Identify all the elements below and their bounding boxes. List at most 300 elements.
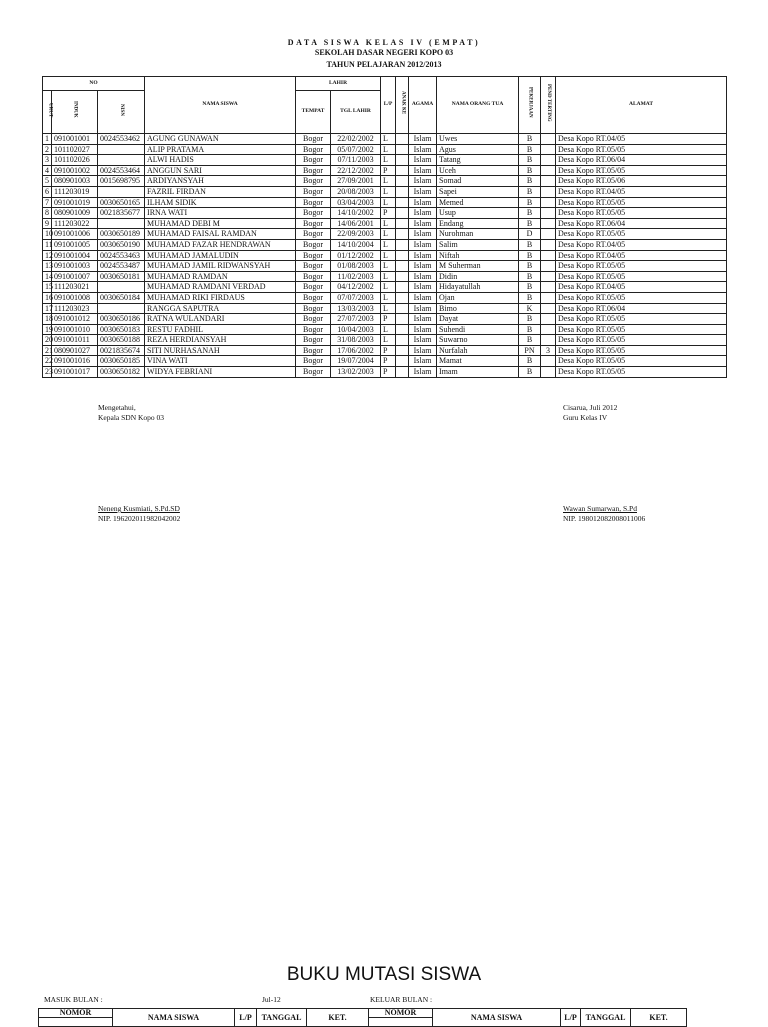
- keluar-col-ket: KET.: [631, 1009, 687, 1027]
- cell-ortu: Memed: [437, 197, 519, 208]
- cell-anak-ke: [396, 165, 409, 176]
- cell-ortu: Uwes: [437, 134, 519, 145]
- cell-anak-ke: [396, 261, 409, 272]
- cell-ortu: Endang: [437, 218, 519, 229]
- cell-nisn: [98, 186, 145, 197]
- cell-agama: Islam: [409, 345, 437, 356]
- cell-lp: L: [381, 303, 396, 314]
- cell-anak-ke: [396, 356, 409, 367]
- cell-alamat: Desa Kopo RT.05/05: [556, 324, 727, 335]
- cell-tgl: 01/08/2003: [331, 261, 381, 272]
- masuk-col-lp: L/P: [235, 1009, 257, 1027]
- cell-no: 21: [43, 345, 52, 356]
- header-lahir: LAHIR: [296, 77, 381, 91]
- table-row: [43, 303, 727, 314]
- cell-tempat: Bogor: [296, 218, 331, 229]
- table-row: [43, 314, 727, 325]
- cell-pekerjaan: PN: [519, 345, 541, 356]
- cell-tempat: Bogor: [296, 335, 331, 346]
- cell-tgl: 14/10/2002: [331, 208, 381, 219]
- cell-tgl: 01/12/2002: [331, 250, 381, 261]
- cell-ortu: Dayat: [437, 314, 519, 325]
- cell-induk: 091001019: [52, 197, 98, 208]
- cell-induk: 091001017: [52, 367, 98, 378]
- cell-ortu: Usup: [437, 208, 519, 219]
- cell-tempat: Bogor: [296, 186, 331, 197]
- cell-tgl: 05/07/2002: [331, 144, 381, 155]
- cell-induk: 080901003: [52, 176, 98, 187]
- cell-tempat: Bogor: [296, 197, 331, 208]
- cell-nisn: 0030650188: [98, 335, 145, 346]
- cell-nisn: 0024553487: [98, 261, 145, 272]
- cell-pekerjaan: B: [519, 144, 541, 155]
- cell-nama: MUHAMAD DEBI M: [145, 218, 296, 229]
- cell-anak-ke: [396, 271, 409, 282]
- cell-no: 8: [43, 208, 52, 219]
- cell-tempat: Bogor: [296, 165, 331, 176]
- doc-title: DATA SISWA KELAS IV (EMPAT): [287, 38, 481, 47]
- principal-name: Neneng Kusmiati, S.Pd.SD: [98, 504, 180, 513]
- cell-tgl: 31/08/2003: [331, 335, 381, 346]
- cell-tgl: 22/12/2002: [331, 165, 381, 176]
- cell-ortu: Uceh: [437, 165, 519, 176]
- cell-anak-ke: [396, 303, 409, 314]
- header-urut: URUT: [43, 91, 52, 134]
- teacher-name: Wawan Sumarwan, S.Pd: [563, 504, 637, 513]
- cell-no: 10: [43, 229, 52, 240]
- cell-no: 14: [43, 271, 52, 282]
- cell-anak-ke: [396, 367, 409, 378]
- cell-anak-ke: [396, 335, 409, 346]
- student-table: [42, 76, 727, 378]
- cell-tempat: Bogor: [296, 144, 331, 155]
- cell-pekerjaan: B: [519, 271, 541, 282]
- cell-ortu: Didin: [437, 271, 519, 282]
- cell-nisn: 0015698795: [98, 176, 145, 187]
- cell-nama: ANGGUN SARI: [145, 165, 296, 176]
- cell-induk: 111203023: [52, 303, 98, 314]
- cell-alamat: Desa Kopo RT.06/04: [556, 218, 727, 229]
- cell-induk: 091001008: [52, 292, 98, 303]
- cell-tempat: Bogor: [296, 134, 331, 145]
- cell-pend: [541, 261, 556, 272]
- cell-pend: [541, 229, 556, 240]
- cell-agama: Islam: [409, 324, 437, 335]
- right-signature-block: [563, 403, 617, 423]
- cell-induk: 091001010: [52, 324, 98, 335]
- cell-nisn: [98, 144, 145, 155]
- cell-tgl: 27/07/2003: [331, 314, 381, 325]
- cell-lp: L: [381, 155, 396, 166]
- cell-nama: RESTU FADHIL: [145, 324, 296, 335]
- cell-tgl: 07/07/2003: [331, 292, 381, 303]
- cell-nisn: 0030650186: [98, 314, 145, 325]
- keluar-label: KELUAR BULAN :: [370, 995, 433, 1004]
- cell-agama: Islam: [409, 261, 437, 272]
- cell-agama: Islam: [409, 155, 437, 166]
- cell-pend: [541, 144, 556, 155]
- principal-nip: NIP. 196202011982042002: [98, 514, 181, 523]
- header-nisn: NISN: [98, 91, 145, 134]
- cell-nama: IRNA WATI: [145, 208, 296, 219]
- keluar-col-nama: NAMA SISWA: [433, 1009, 561, 1027]
- cell-alamat: Desa Kopo RT.05/05: [556, 314, 727, 325]
- teacher-nip: NIP. 198012082008011006: [563, 514, 646, 523]
- cell-lp: L: [381, 218, 396, 229]
- cell-nama: ALIP PRATAMA: [145, 144, 296, 155]
- cell-ortu: Ojan: [437, 292, 519, 303]
- cell-lp: L: [381, 261, 396, 272]
- cell-induk: 091001016: [52, 356, 98, 367]
- cell-anak-ke: [396, 229, 409, 240]
- cell-tgl: 14/10/2004: [331, 239, 381, 250]
- cell-pend: [541, 239, 556, 250]
- cell-agama: Islam: [409, 239, 437, 250]
- cell-pend: [541, 165, 556, 176]
- cell-ortu: Suwarno: [437, 335, 519, 346]
- cell-pend: [541, 176, 556, 187]
- cell-nisn: 0024553464: [98, 165, 145, 176]
- table-row: [43, 197, 727, 208]
- cell-pend: [541, 356, 556, 367]
- header-pekerjaan: PEKERJAAN: [519, 77, 541, 134]
- mutasi-title: BUKU MUTASI SISWA: [286, 964, 482, 985]
- cell-pekerjaan: K: [519, 303, 541, 314]
- cell-pend: 3: [541, 345, 556, 356]
- table-row: [43, 155, 727, 166]
- cell-lp: L: [381, 239, 396, 250]
- cell-pekerjaan: B: [519, 208, 541, 219]
- cell-pend: [541, 292, 556, 303]
- cell-alamat: Desa Kopo RT.04/05: [556, 186, 727, 197]
- table-row: [43, 165, 727, 176]
- masuk-col-nama: NAMA SISWA: [113, 1009, 235, 1027]
- cell-ortu: Bimo: [437, 303, 519, 314]
- cell-agama: Islam: [409, 250, 437, 261]
- cell-anak-ke: [396, 134, 409, 145]
- cell-no: 15: [43, 282, 52, 293]
- table-row: [43, 176, 727, 187]
- table-row: [43, 208, 727, 219]
- header-pend: PEND TERTING: [541, 77, 556, 134]
- cell-induk: 111203022: [52, 218, 98, 229]
- cell-nisn: 0021835677: [98, 208, 145, 219]
- cell-anak-ke: [396, 345, 409, 356]
- cell-pend: [541, 314, 556, 325]
- cell-ortu: Nurfalah: [437, 345, 519, 356]
- cell-pend: [541, 250, 556, 261]
- cell-pekerjaan: B: [519, 282, 541, 293]
- cell-induk: 101102026: [52, 155, 98, 166]
- cell-pend: [541, 134, 556, 145]
- cell-lp: L: [381, 335, 396, 346]
- cell-lp: L: [381, 229, 396, 240]
- masuk-month: Jul-12: [262, 995, 281, 1004]
- cell-tgl: 13/02/2003: [331, 367, 381, 378]
- cell-tgl: 07/11/2003: [331, 155, 381, 166]
- table-row: [43, 335, 727, 346]
- cell-anak-ke: [396, 197, 409, 208]
- cell-pekerjaan: B: [519, 261, 541, 272]
- cell-nisn: [98, 303, 145, 314]
- cell-ortu: Imam: [437, 367, 519, 378]
- cell-alamat: Desa Kopo RT.06/04: [556, 155, 727, 166]
- cell-induk: 080901009: [52, 208, 98, 219]
- cell-nisn: 0030650182: [98, 367, 145, 378]
- cell-no: 20: [43, 335, 52, 346]
- cell-nisn: [98, 155, 145, 166]
- header-tempat: TEMPAT: [296, 91, 331, 134]
- cell-tempat: Bogor: [296, 345, 331, 356]
- cell-no: 1: [43, 134, 52, 145]
- cell-ortu: Hidayatullah: [437, 282, 519, 293]
- cell-tempat: Bogor: [296, 261, 331, 272]
- cell-tempat: Bogor: [296, 292, 331, 303]
- cell-pekerjaan: B: [519, 314, 541, 325]
- cell-agama: Islam: [409, 134, 437, 145]
- cell-agama: Islam: [409, 208, 437, 219]
- cell-pekerjaan: B: [519, 134, 541, 145]
- header-nama: NAMA SISWA: [145, 77, 296, 134]
- cell-pekerjaan: B: [519, 356, 541, 367]
- cell-nama: SITI NURHASANAH: [145, 345, 296, 356]
- cell-pend: [541, 197, 556, 208]
- cell-induk: 111203019: [52, 186, 98, 197]
- cell-nisn: 0030650184: [98, 292, 145, 303]
- cell-tempat: Bogor: [296, 314, 331, 325]
- cell-nama: ARDIYANSYAH: [145, 176, 296, 187]
- cell-nisn: [98, 218, 145, 229]
- cell-tgl: 14/06/2001: [331, 218, 381, 229]
- table-row: [43, 292, 727, 303]
- cell-ortu: Tatang: [437, 155, 519, 166]
- cell-lp: P: [381, 367, 396, 378]
- cell-pend: [541, 218, 556, 229]
- cell-pekerjaan: B: [519, 324, 541, 335]
- cell-nama: ILHAM SIDIK: [145, 197, 296, 208]
- cell-induk: 091001005: [52, 239, 98, 250]
- cell-induk: 091001007: [52, 271, 98, 282]
- cell-tgl: 04/12/2002: [331, 282, 381, 293]
- cell-agama: Islam: [409, 186, 437, 197]
- cell-pend: [541, 186, 556, 197]
- left-signature-block: [98, 403, 164, 423]
- cell-tgl: 27/09/2001: [331, 176, 381, 187]
- cell-pekerjaan: B: [519, 155, 541, 166]
- cell-nama: MUHAMAD RAMDANI VERDAD: [145, 282, 296, 293]
- cell-nisn: 0030650181: [98, 271, 145, 282]
- principal-signature: [98, 504, 180, 524]
- cell-nama: RATNA WULANDARI: [145, 314, 296, 325]
- cell-tgl: 11/02/2003: [331, 271, 381, 282]
- cell-no: 16: [43, 292, 52, 303]
- cell-agama: Islam: [409, 144, 437, 155]
- cell-agama: Islam: [409, 314, 437, 325]
- cell-nama: ALWI HADIS: [145, 155, 296, 166]
- cell-anak-ke: [396, 314, 409, 325]
- cell-no: 11: [43, 239, 52, 250]
- cell-tempat: Bogor: [296, 239, 331, 250]
- cell-nama: VINA WATI: [145, 356, 296, 367]
- cell-agama: Islam: [409, 356, 437, 367]
- cell-ortu: Mamat: [437, 356, 519, 367]
- cell-tgl: 22/09/2003: [331, 229, 381, 240]
- table-row: [43, 250, 727, 261]
- left-signature-line1: Mengetahui,: [98, 403, 136, 412]
- cell-lp: P: [381, 314, 396, 325]
- cell-tgl: 13/03/2003: [331, 303, 381, 314]
- cell-pend: [541, 335, 556, 346]
- cell-lp: L: [381, 186, 396, 197]
- student-rows: [43, 134, 727, 378]
- cell-anak-ke: [396, 324, 409, 335]
- cell-pend: [541, 208, 556, 219]
- table-row: [43, 134, 727, 145]
- cell-ortu: M Suherman: [437, 261, 519, 272]
- school-year: TAHUN PELAJARAN 2012/2013: [326, 60, 442, 69]
- cell-nisn: 0030650190: [98, 239, 145, 250]
- cell-tgl: 17/06/2002: [331, 345, 381, 356]
- cell-anak-ke: [396, 186, 409, 197]
- cell-nama: MUHAMAD RIKI FIRDAUS: [145, 292, 296, 303]
- school-name: SEKOLAH DASAR NEGERI KOPO 03: [314, 48, 454, 57]
- cell-alamat: Desa Kopo RT.05/05: [556, 271, 727, 282]
- cell-no: 18: [43, 314, 52, 325]
- cell-lp: L: [381, 176, 396, 187]
- cell-no: 5: [43, 176, 52, 187]
- cell-ortu: Niftah: [437, 250, 519, 261]
- cell-induk: 091001006: [52, 229, 98, 240]
- cell-induk: 080901027: [52, 345, 98, 356]
- cell-no: 3: [43, 155, 52, 166]
- cell-pend: [541, 324, 556, 335]
- cell-nama: REZA HERDIANSYAH: [145, 335, 296, 346]
- cell-anak-ke: [396, 250, 409, 261]
- cell-alamat: Desa Kopo RT.05/06: [556, 176, 727, 187]
- cell-nama: MUHAMAD FAZAR HENDRAWAN: [145, 239, 296, 250]
- table-row: [43, 239, 727, 250]
- cell-no: 4: [43, 165, 52, 176]
- cell-alamat: Desa Kopo RT.05/05: [556, 261, 727, 272]
- cell-ortu: Agus: [437, 144, 519, 155]
- cell-nisn: 0030650189: [98, 229, 145, 240]
- cell-ortu: Suhendi: [437, 324, 519, 335]
- cell-pekerjaan: B: [519, 239, 541, 250]
- cell-induk: 091001001: [52, 134, 98, 145]
- cell-lp: L: [381, 324, 396, 335]
- cell-pekerjaan: B: [519, 197, 541, 208]
- cell-agama: Islam: [409, 292, 437, 303]
- cell-agama: Islam: [409, 367, 437, 378]
- cell-agama: Islam: [409, 218, 437, 229]
- cell-agama: Islam: [409, 176, 437, 187]
- header-alamat: ALAMAT: [556, 77, 727, 134]
- cell-tempat: Bogor: [296, 356, 331, 367]
- cell-alamat: Desa Kopo RT.05/05: [556, 208, 727, 219]
- cell-pekerjaan: D: [519, 229, 541, 240]
- header-anak-ke: ANAK KE: [396, 77, 409, 134]
- teacher-signature: [563, 504, 645, 524]
- header-lp: L/P: [381, 77, 396, 134]
- cell-tgl: 03/04/2003: [331, 197, 381, 208]
- mutasi-masuk-table: [38, 1008, 369, 1027]
- cell-pekerjaan: B: [519, 186, 541, 197]
- cell-nama: AGUNG GUNAWAN: [145, 134, 296, 145]
- cell-nama: MUHAMAD JAMALUDIN: [145, 250, 296, 261]
- table-row: [43, 218, 727, 229]
- cell-pekerjaan: B: [519, 250, 541, 261]
- cell-tgl: 20/08/2003: [331, 186, 381, 197]
- cell-ortu: Sapei: [437, 186, 519, 197]
- keluar-col-tanggal: TANGGAL: [581, 1009, 631, 1027]
- cell-nisn: 0024553462: [98, 134, 145, 145]
- cell-induk: 091001003: [52, 261, 98, 272]
- cell-pend: [541, 155, 556, 166]
- cell-lp: P: [381, 165, 396, 176]
- cell-tempat: Bogor: [296, 282, 331, 293]
- header-ortu: NAMA ORANG TUA: [437, 77, 519, 134]
- cell-anak-ke: [396, 208, 409, 219]
- cell-lp: L: [381, 271, 396, 282]
- cell-nama: FAZRIL FIRDAN: [145, 186, 296, 197]
- cell-alamat: Desa Kopo RT.06/04: [556, 303, 727, 314]
- cell-alamat: Desa Kopo RT.05/05: [556, 229, 727, 240]
- keluar-col-nomor: NOMOR: [369, 1009, 433, 1018]
- cell-tgl: 10/04/2003: [331, 324, 381, 335]
- cell-nama: RANGGA SAPUTRA: [145, 303, 296, 314]
- cell-no: 17: [43, 303, 52, 314]
- right-signature-line1: Cisarua, Juli 2012: [563, 403, 618, 412]
- cell-no: 13: [43, 261, 52, 272]
- masuk-label: MASUK BULAN :: [44, 995, 103, 1004]
- cell-tempat: Bogor: [296, 176, 331, 187]
- cell-no: 23: [43, 367, 52, 378]
- cell-tempat: Bogor: [296, 155, 331, 166]
- table-row: [43, 186, 727, 197]
- cell-nama: MUHAMAD RAMDAN: [145, 271, 296, 282]
- table-row: [43, 367, 727, 378]
- cell-pekerjaan: B: [519, 176, 541, 187]
- cell-pend: [541, 303, 556, 314]
- cell-alamat: Desa Kopo RT.05/05: [556, 144, 727, 155]
- cell-no: 2: [43, 144, 52, 155]
- cell-lp: L: [381, 197, 396, 208]
- cell-nama: MUHAMAD FAISAL RAMDAN: [145, 229, 296, 240]
- cell-ortu: Salim: [437, 239, 519, 250]
- cell-no: 9: [43, 218, 52, 229]
- cell-anak-ke: [396, 218, 409, 229]
- cell-tempat: Bogor: [296, 367, 331, 378]
- cell-agama: Islam: [409, 229, 437, 240]
- cell-pend: [541, 367, 556, 378]
- keluar-col-lp: L/P: [561, 1009, 581, 1027]
- table-row: [43, 345, 727, 356]
- cell-lp: L: [381, 134, 396, 145]
- cell-no: 19: [43, 324, 52, 335]
- table-row: [43, 282, 727, 293]
- cell-anak-ke: [396, 144, 409, 155]
- cell-induk: 091001002: [52, 165, 98, 176]
- cell-anak-ke: [396, 282, 409, 293]
- cell-alamat: Desa Kopo RT.05/05: [556, 345, 727, 356]
- cell-lp: L: [381, 250, 396, 261]
- table-row: [43, 261, 727, 272]
- right-signature-line2: Guru Kelas IV: [563, 413, 608, 422]
- cell-anak-ke: [396, 155, 409, 166]
- cell-lp: P: [381, 345, 396, 356]
- cell-alamat: Desa Kopo RT.05/05: [556, 197, 727, 208]
- cell-alamat: Desa Kopo RT.04/05: [556, 239, 727, 250]
